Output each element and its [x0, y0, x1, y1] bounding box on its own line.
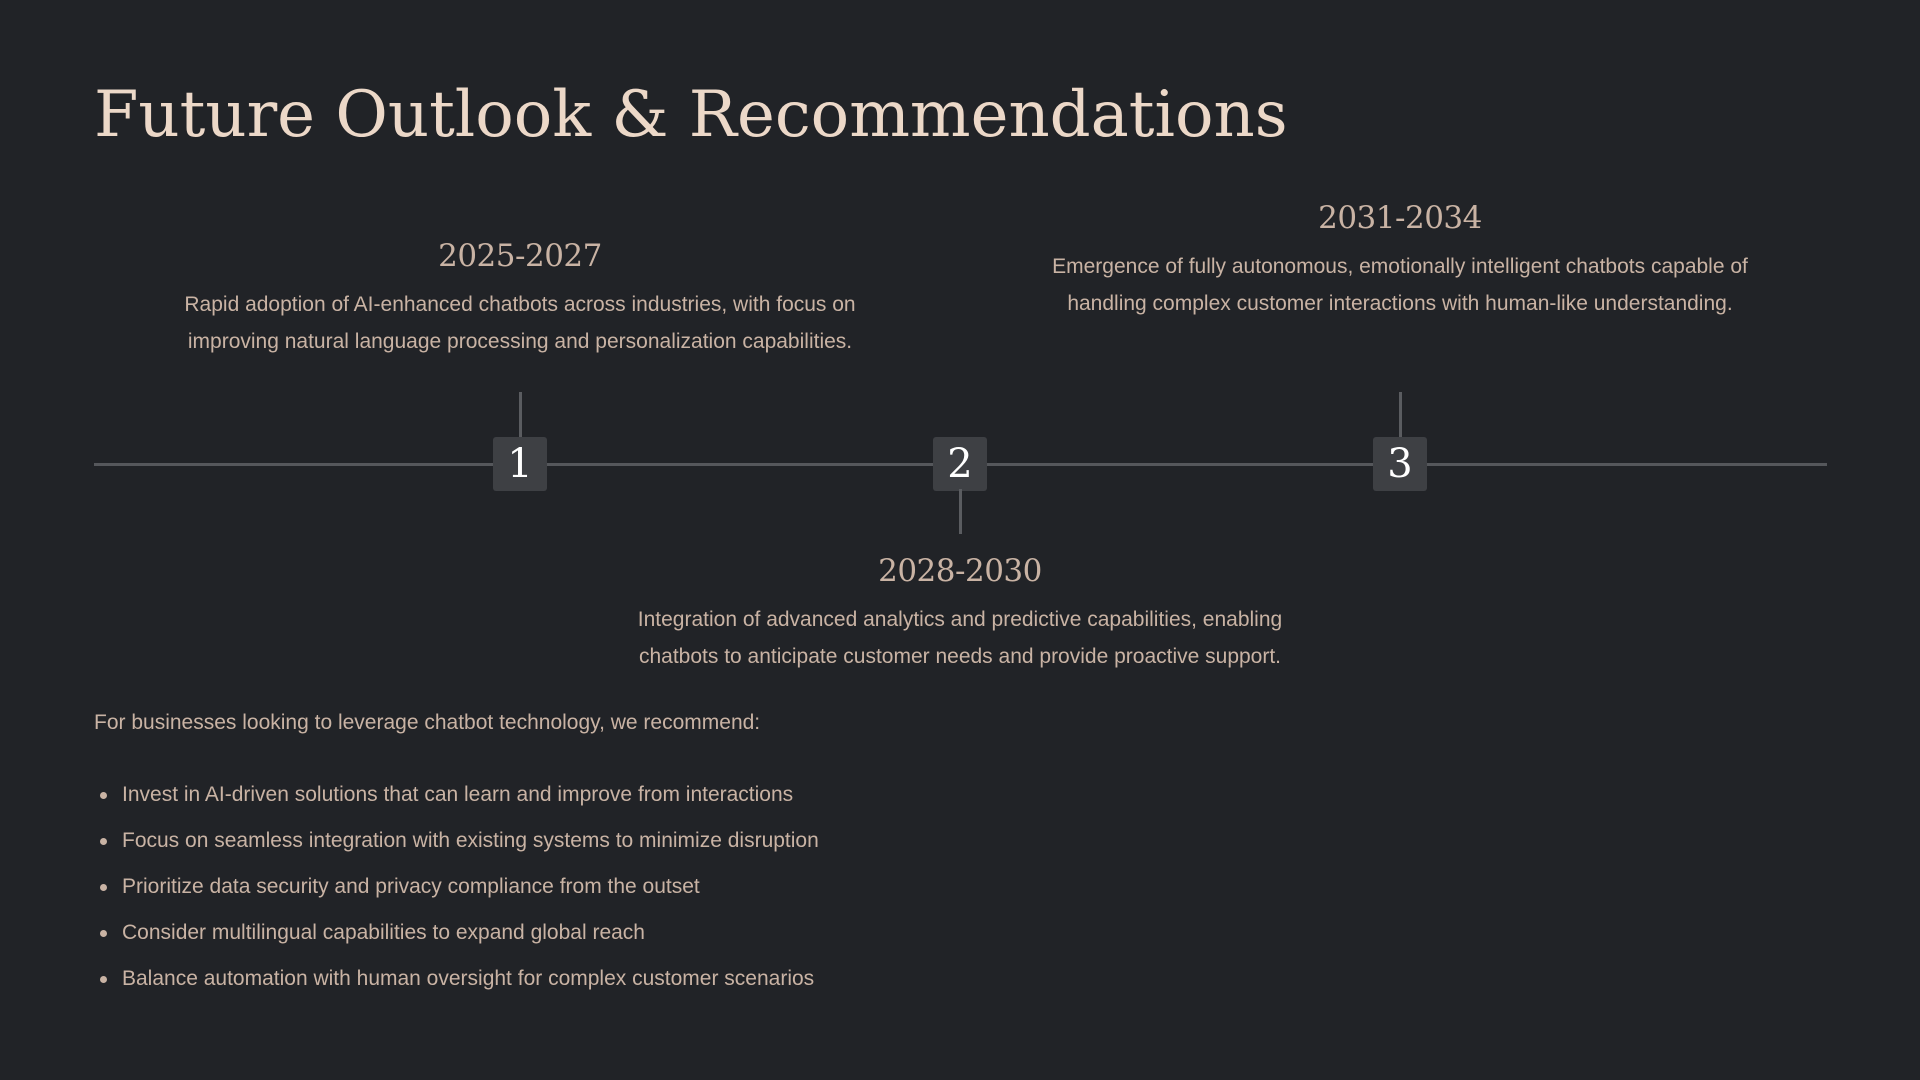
milestone-1-description-line-1: Rapid adoption of AI-enhanced chatbots across industries, with focus on — [184, 293, 856, 316]
milestone-1-number-badge: 1 — [493, 437, 547, 491]
recommendation-item — [94, 818, 819, 864]
milestone-1-years: 2025-2027 — [438, 238, 602, 274]
recommendation-text: Invest in AI-driven solutions that can learn and improve from interactions — [122, 783, 794, 806]
milestone-3-years: 2031-2034 — [1318, 200, 1482, 236]
page-title: Future Outlook & Recommendations — [94, 78, 1288, 152]
milestone-2-number-badge: 2 — [933, 437, 987, 491]
milestone-2 — [570, 549, 1350, 675]
recommendation-text: Focus on seamless integration with existing systems to minimize disruption — [122, 829, 819, 852]
recommendation-text: Prioritize data security and privacy compliance from the outset — [122, 875, 700, 898]
bullet-icon — [100, 930, 107, 937]
recommendation-text: Consider multilingual capabilities to expand global reach — [122, 921, 645, 944]
milestone-2-description-line-2: chatbots to anticipate customer needs and provide proactive support. — [638, 645, 1282, 668]
milestone-2-description — [570, 601, 1350, 675]
milestone-3-number-badge: 3 — [1373, 437, 1427, 491]
milestone-2-description-line-1: Integration of advanced analytics and predictive capabilities, enabling — [637, 608, 1283, 631]
recommendations-list — [94, 772, 819, 1002]
milestone-1-description — [130, 286, 910, 360]
milestone-3 — [1010, 196, 1790, 322]
bullet-icon — [100, 792, 107, 799]
recommendations-intro: For businesses looking to leverage chatbot technology, we recommend: — [94, 711, 761, 734]
recommendation-text: Balance automation with human oversight for complex customer scenarios — [122, 967, 815, 990]
milestone-3-description — [1010, 248, 1790, 322]
recommendation-item — [94, 864, 819, 910]
milestone-1-description-line-2: improving natural language processing and personalization capabilities. — [187, 330, 853, 353]
bullet-icon — [100, 976, 107, 983]
recommendation-item — [94, 910, 819, 956]
recommendation-item — [94, 956, 819, 1002]
recommendation-item — [94, 772, 819, 818]
milestone-1 — [130, 234, 910, 360]
milestone-3-description-line-1: Emergence of fully autonomous, emotionally intelligent chatbots capable of — [1052, 255, 1748, 278]
milestone-1-connector — [519, 392, 522, 437]
milestone-2-connector — [959, 489, 962, 534]
milestone-3-connector — [1399, 392, 1402, 437]
bullet-icon — [100, 838, 107, 845]
milestone-3-description-line-2: handling complex customer interactions with human-like understanding. — [1067, 292, 1733, 315]
bullet-icon — [100, 884, 107, 891]
milestone-2-years: 2028-2030 — [878, 553, 1042, 589]
